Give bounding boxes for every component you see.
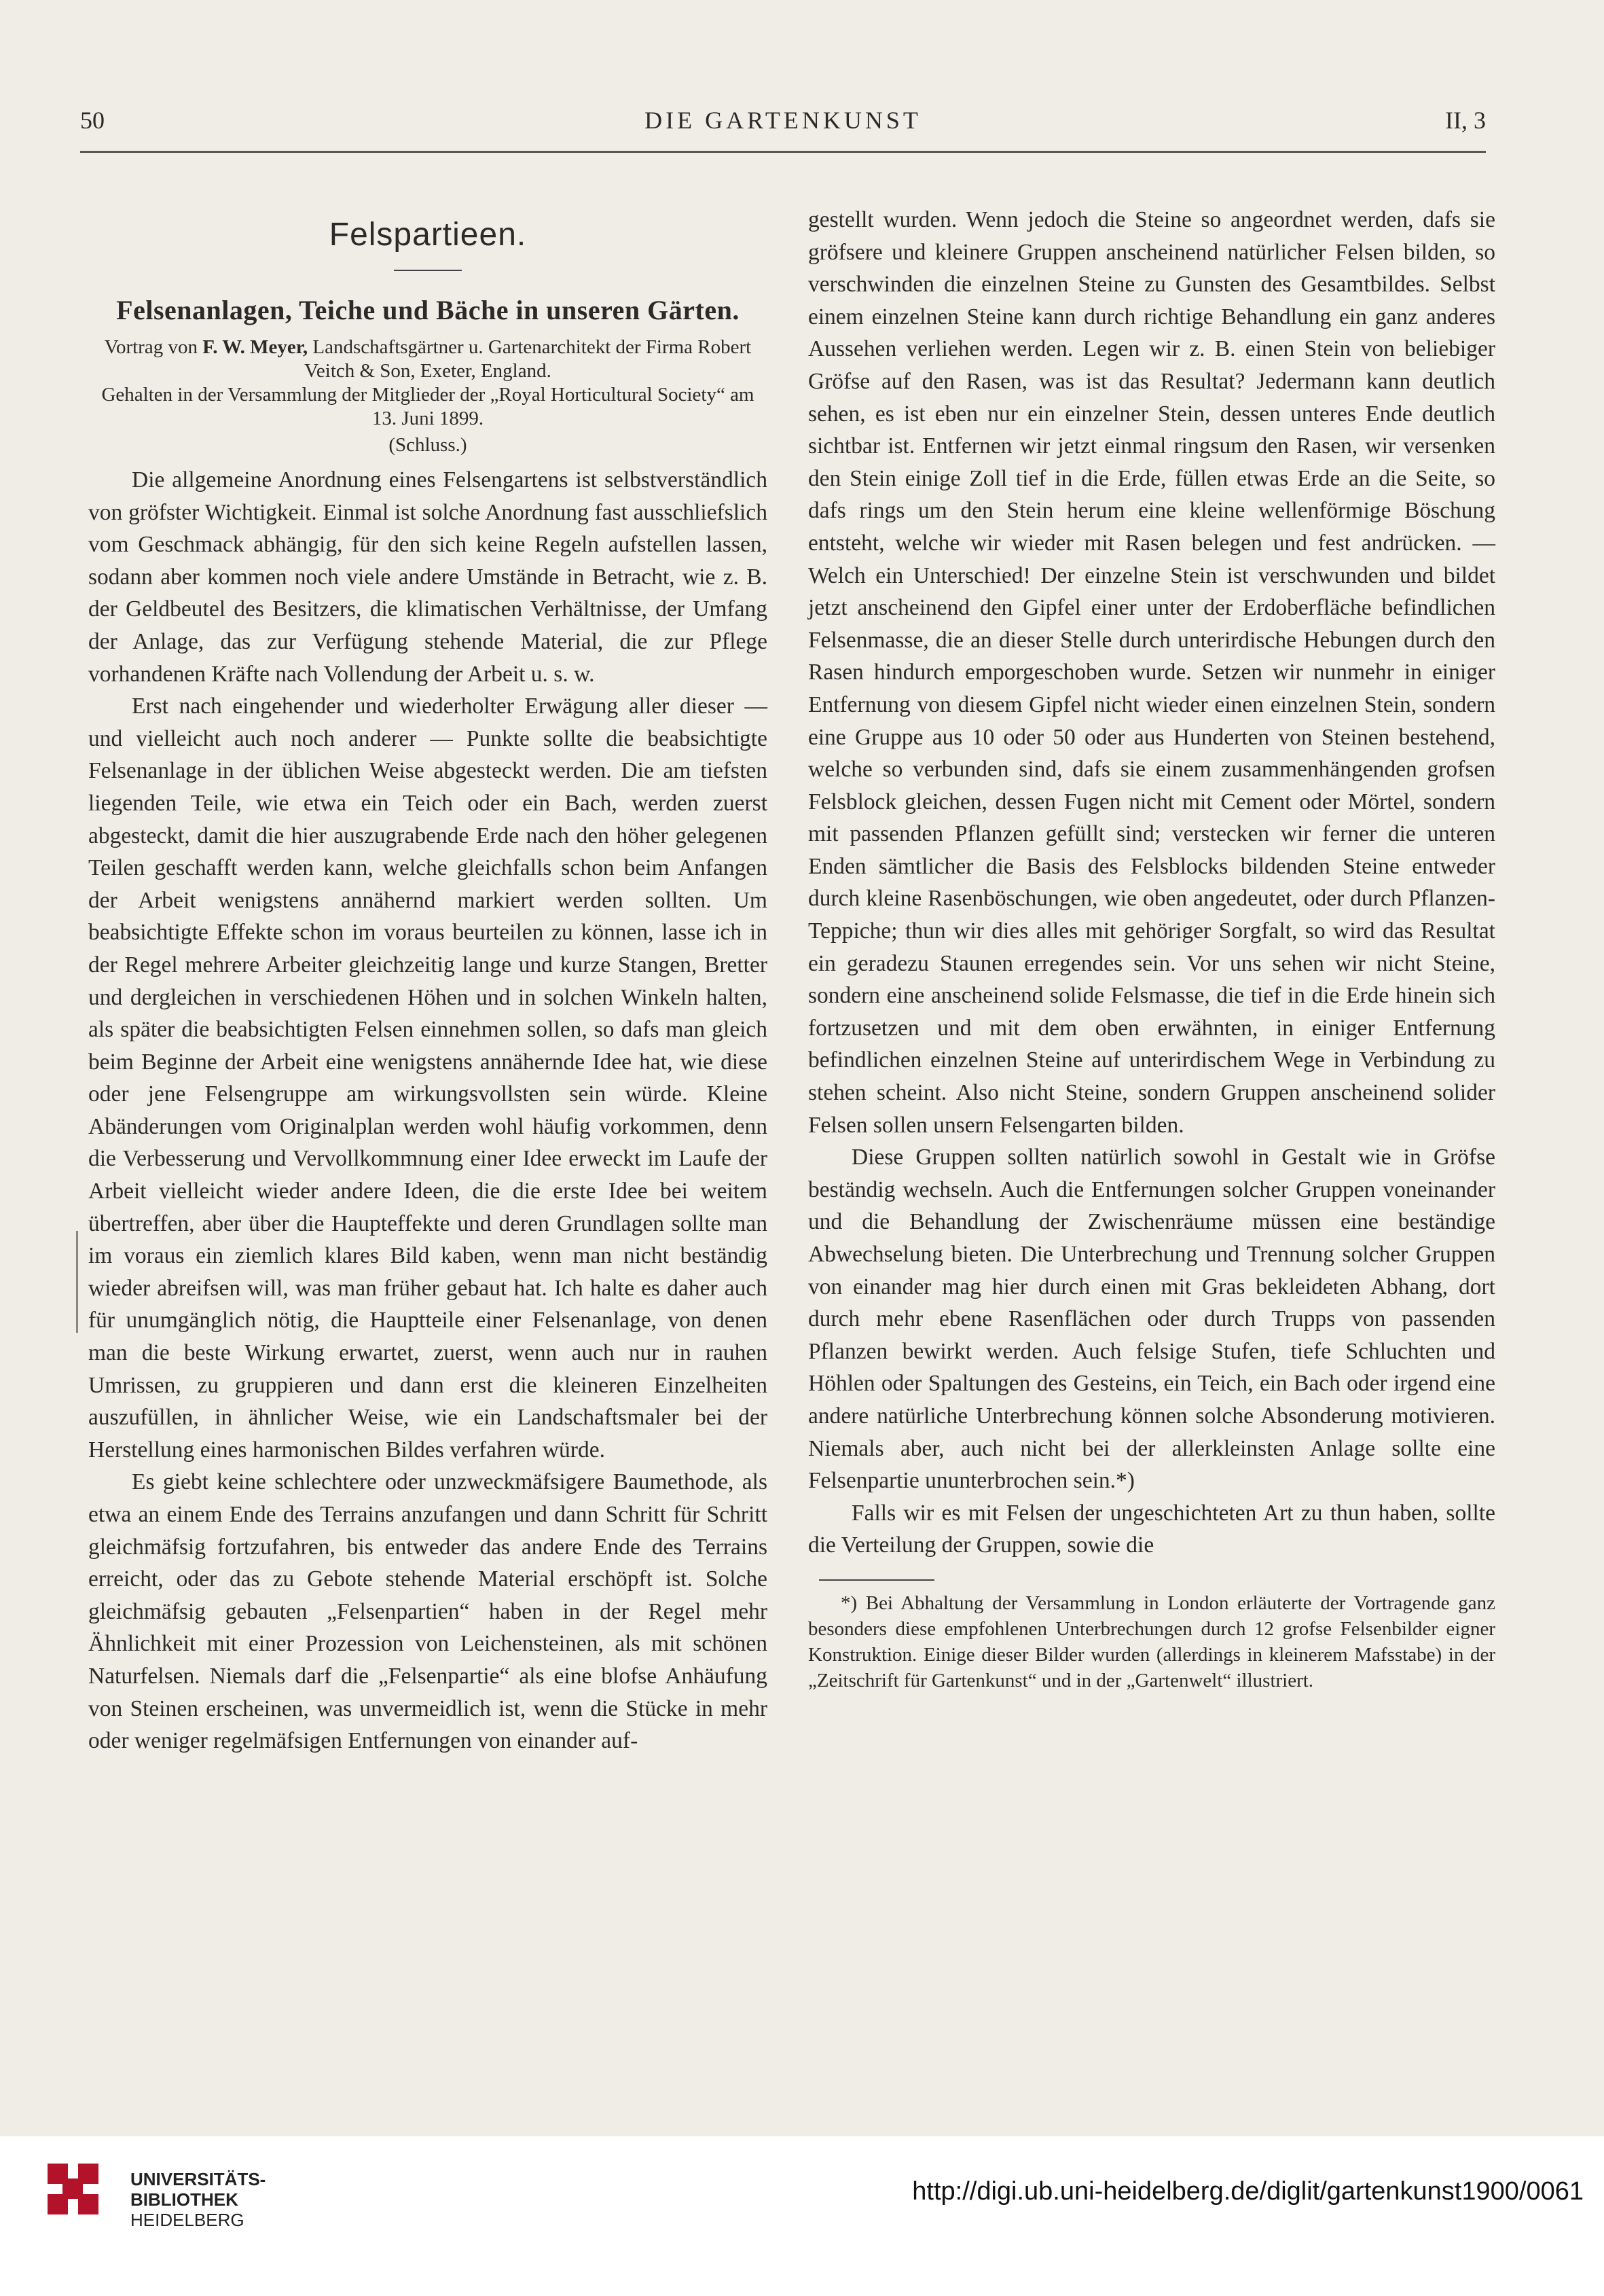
footnote-rule: [819, 1579, 934, 1581]
left-column: [88, 204, 767, 1757]
right-column: [808, 204, 1495, 1693]
author-name: F. W. Meyer,: [202, 336, 308, 358]
title-rule: [394, 270, 462, 271]
volume-number: II, 3: [1445, 107, 1486, 134]
byline: [88, 336, 767, 383]
permalink[interactable]: http://digi.ub.uni-heidelberg.de/diglit/gartenkunst1900/0061: [912, 2177, 1584, 2206]
right-paragraph-1: gestellt wurden. Wenn jedoch die Steine so angeordnet werden, dafs sie gröfsere und kleinere Gruppen anscheinend natürlicher Felsen bilden, so verschwinden die einzelnen Steine zu Gunsten des Gesamtbildes. Selbst einem einzelnen Steine kann durch richtige Behandlung ein ganz anderes Aussehen verliehen werden. Legen wir z. B. einen Stein von beliebiger Gröfse auf den Rasen, was ist das Resultat? Jedermann kann deutlich sehen, es ist eben nur ein einzelner Stein, dessen unteres Ende deutlich sichtbar ist. Entfernen wir jetzt einmal ringsum den Rasen, wir versenken den Stein einige Zoll tief in die Erde, füllen etwas Erde an die Seite, so dafs rings um den Stein herum eine kleine wellenförmige Böschung entsteht, welche wir wieder mit Rasen belegen und fest andrücken. — Welch ein Unterschied! Der einzelne Stein ist verschwunden und bildet jetzt anscheinend den Gipfel einer unter der Erdoberfläche befindlichen Felsenmasse, die an dieser Stelle durch unterirdische Hebungen durch den Rasen hindurch emporgeschoben wurde. Setzen wir nunmehr in einiger Entfernung von diesem Gipfel nicht wieder einen einzelnen Stein, sondern eine Gruppe aus 10 oder 50 oder aus Hunderten von Steinen bestehend, welche so verbunden sind, dafs sie einem zusammenhängenden grofsen Felsblock gleichen, dessen Fugen nicht mit Cement oder Mörtel, sondern mit passenden Pflanzen gefüllt sind; verstecken wir ferner die unteren Enden sämtlicher die Basis des Felsblocks bildenden Steine entweder durch kleine Rasenböschungen, wie oben angedeutet, oder durch Pflanzen-Teppiche; thun wir dies alles mit gehöriger Sorgfalt, so wird das Resultat ein geradezu Staunen erregendes sein. Vor uns sehen wir nicht Steine, sondern eine anscheinend solide Felsmasse, die tief in die Erde hinein sich fortzusetzen und mit dem oben erwähnten, in einiger Entfernung befindlichen einzelnen Steine auf unterirdischem Wege in Verbindung zu stehen scheint. Also nicht Steine, sondern Gruppen anscheinend solider Felsen sollen unsern Felsengarten bilden.: [808, 207, 1495, 1138]
left-paragraph-1: Die allgemeine Anordnung eines Felsengartens ist selbstverständlich von gröfster Wichtigkeit. Einmal ist solche Anordnung fast ausschliefslich vom Geschmack abhängig, für den sich keine Regeln aufstellen lassen, sodann aber kommen noch viele andere Umstände in Betracht, wie z. B. der Geldbeutel des Besitzers, die klimatischen Verhältnisse, der Umfang der Anlage, das zur Verfügung stehende Material, die zur Pflege vorhandenen Kräfte nach Vollendung der Arbeit u. s. w.: [88, 467, 767, 687]
library-name-line-2: BIBLIOTHEK: [130, 2189, 238, 2210]
left-paragraph-2: Erst nach eingehender und wiederholter Erwägung aller dieser — und vielleicht auch noch anderer — Punkte sollte die beabsichtigte Felsenanlage in der üblichen Weise abgesteckt werden. Die am tiefsten liegenden Teile, wie etwa ein Teich oder ein Bach, werden zuerst abgesteckt, damit die hier auszugrabende Erde nach den höher gelegenen Teilen geschafft werden kann, welche gleichfalls schon beim Anfangen der Arbeit wenigstens annähernd markiert werden sollten. Um beabsichtigte Effekte schon im voraus beurteilen zu können, lasse ich in der Regel mehrere Arbeiter gleichzeitig lange und kurze Stangen, Bretter und dergleichen in verschiedenen Höhen und in solchen Winkeln halten, als später die beabsichtigten Felsen einnehmen sollen, so dafs man gleich beim Beginne der Arbeit eine wenigstens annähernde Idee hat, wie diese oder jene Felsengruppe am wirkungsvollsten sein würde. Kleine Abänderungen vom Originalplan werden wohl häufig vorkommen, denn die Verbesserung und Vervollkommnung einer Idee erweckt im Laufe der Arbeit vielleicht wieder andere Ideen, die die erste Idee bei weitem übertreffen, aber über die Haupteffekte und deren Grundlagen sollte man im voraus ein ziemlich klares Bild kaben, wenn man nicht beständig wieder abreifsen will, was man früher gebaut hat. Ich halte es daher auch für unumgänglich nötig, die Hauptteile einer Felsenanlage, von denen man die beste Wirkung erwartet, zuerst, wenn auch nur in rauhen Umrissen, zu gruppieren und dann erst die kleineren Einzelheiten auszufüllen, in ähnlicher Weise, wie ein Landschaftsmaler bei der Herstellung eines harmonischen Bildes verfahren würde.: [88, 694, 767, 1463]
article-title: Felsenanlagen, Teiche und Bäche in unseren Gärten.: [116, 295, 740, 325]
continuation-note: (Schluss.): [388, 434, 467, 456]
byline-prefix: Vortrag von: [104, 336, 198, 358]
meeting-note: Gehalten in der Versammlung der Mitglieder der „Royal Horticultural Society“ am 13. Juni 1899.: [101, 384, 754, 429]
page-number: 50: [80, 107, 105, 134]
library-logo-icon: [41, 2157, 115, 2231]
library-name-line-3: HEIDELBERG: [130, 2210, 244, 2230]
margin-mark: [76, 1231, 78, 1333]
journal-title: DIE GARTENKUNST: [644, 107, 922, 134]
running-header: [80, 106, 1486, 140]
byline-affiliation: Landschaftsgärtner u. Gartenarchitekt der Firma Robert Veitch & Son, Exeter, England.: [304, 336, 752, 382]
left-paragraph-3: Es giebt keine schlechtere oder unzweckmäfsigere Baumethode, als etwa an einem Ende des Terrains anzufangen und dann Schritt für Schritt gleichmäfsig fortzufahren, bis entweder das andere Ende des Terrains erreicht, oder das zu Gebote stehende Material erschöpft ist. Solche gleichmäfsig gebauten „Felsenpartien“ haben in der Regel mehr Ähnlichkeit mit einer Prozession von Leichensteinen, als mit schönen Naturfelsen. Niemals darf die „Felsenpartie“ als eine blofse Anhäufung von Steinen erscheinen, was unvermeidlich ist, wenn die Stücke in mehr oder weniger regelmäfsigen Entfernungen von einander auf-: [88, 1469, 767, 1754]
footnote: *) Bei Abhaltung der Versammlung in London erläuterte der Vortragende ganz besonders diese empfohlenen Unterbrechungen durch 12 grofse Felsenbilder eigner Konstruktion. Einige dieser Bilder wurden (allerdings in kleinerem Mafsstabe) in der „Zeitschrift für Gartenkunst“ und in der „Gartenwelt“ illustriert.: [808, 1592, 1495, 1691]
library-name-line-1: UNIVERSITÄTS-: [130, 2169, 266, 2189]
library-name: [130, 2169, 266, 2230]
right-paragraph-2: Diese Gruppen sollten natürlich sowohl in Gestalt wie in Gröfse beständig wechseln. Auch die Entfernungen solcher Gruppen voneinander und die Behandlung der Zwischenräume müssen eine beständige Abwechselung bieten. Die Unterbrechung und Trennung solcher Gruppen von einander mag hier durch einen mit Gras bekleideten Abhang, dort durch mehr ebene Rasenflächen oder durch Trupps von passenden Pflanzen bewirkt werden. Auch felsige Stufen, tiefe Schluchten und Höhlen oder Spaltungen des Gesteins, ein Teich, ein Bach oder irgend eine andere natürliche Unterbrechung können solche Absonderung motivieren. Niemals aber, auch nicht bei der allerkleinsten Anlage sollte eine Felsenpartie ununterbrochen sein.*): [808, 1145, 1495, 1494]
library-footer: [0, 2136, 1604, 2296]
header-rule: [80, 151, 1486, 153]
right-paragraph-3: Falls wir es mit Felsen der ungeschichteten Art zu thun haben, sollte die Verteilung der Gruppen, sowie die: [808, 1500, 1495, 1558]
section-title: Felspartieen.: [329, 217, 527, 253]
